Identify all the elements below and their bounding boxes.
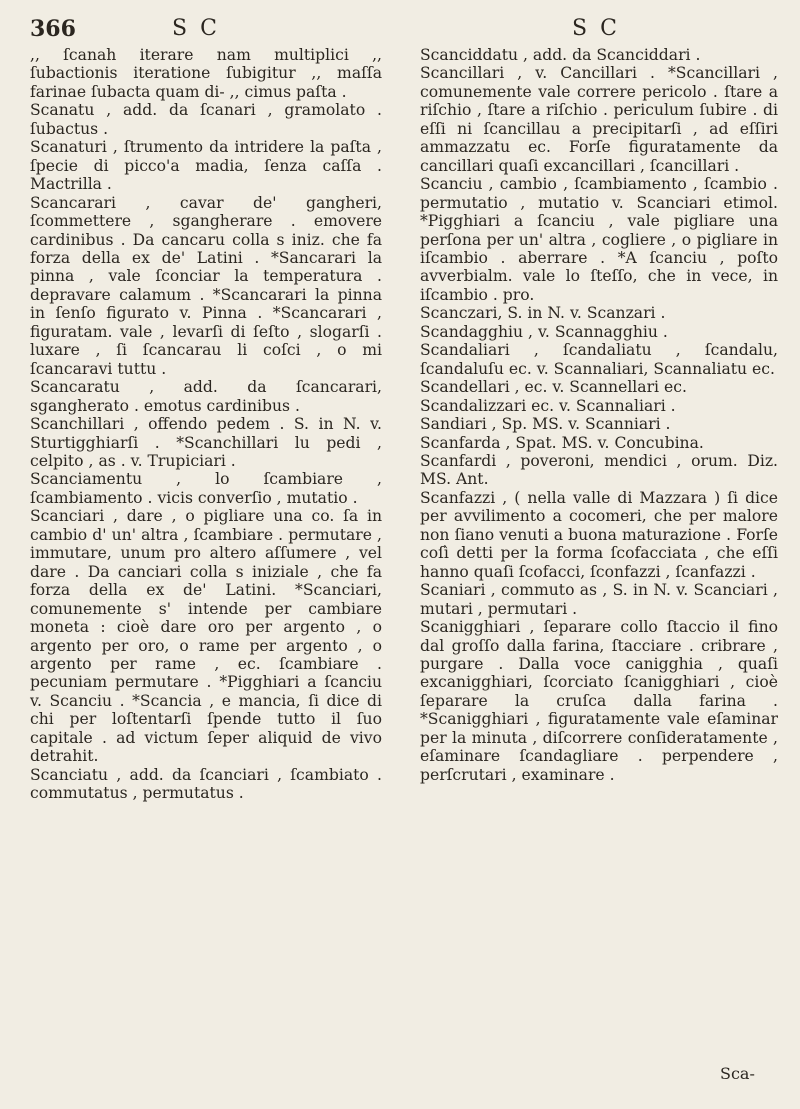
running-head-left: S C bbox=[172, 16, 220, 41]
dictionary-entry: Scandalizzari ec. v. Scannaliari . bbox=[420, 396, 676, 415]
dictionary-entry: Scaniari , commuto as , S. in N. v. Scanciari , mutari , permutari . bbox=[420, 581, 778, 618]
dictionary-entry: Scancaratu , add. da ſcancarari, sgangherato . emotus cardinibus . bbox=[30, 378, 382, 415]
dictionary-entry: Scanatu , add. da ſcanari , gramolato . ſubactus . bbox=[30, 101, 382, 138]
dictionary-entry: Scancarari , cavar de' gangheri, ſcommettere , sgangherare . emovere cardinibus . Da cancaru colla s iniz. che fa forza della ex de' Latini . *Sancarari la pinna , vale ſconciar la temperatura . depravare calamum . *Scancarari la pinna in ſenſo figurato v. Pinna . *Scancarari , figuratam. vale , levarſi di ſeſto , slogarſi . luxare , ſi ſcancarau li coſci , o mi ſcancaravi tuttu . bbox=[30, 193, 382, 378]
left-column bbox=[30, 46, 382, 803]
dictionary-entry: Scanfarda , Spat. MS. v. Concubina. bbox=[420, 433, 704, 452]
page-number: 366 bbox=[30, 16, 76, 42]
dictionary-entry: ,, ſcanah iterare nam multiplici ,, ſubactionis iteratione ſubigitur ,, maſſa farinae ſubacta quam di- ,, cimus paſta . bbox=[30, 46, 382, 101]
right-column bbox=[420, 46, 778, 784]
dictionary-entry: Scanchillari , offendo pedem . S. in N. v. Sturtigghiarſi . *Scanchillari lu pedi , celpito , as . v. Trupiciari . bbox=[30, 415, 382, 470]
dictionary-entry: Scanfardi , poveroni, mendici , orum. Diz. MS. Ant. bbox=[420, 451, 778, 489]
catchword: Sca- bbox=[720, 1064, 755, 1083]
dictionary-entry: Scanciatu , add. da ſcanciari , ſcambiato . commutatus , permutatus . bbox=[30, 765, 382, 803]
running-head-right: S C bbox=[572, 16, 620, 41]
dictionary-entry: Scanfazzi , ( nella valle di Mazzara ) ſi dice per avvilimento a cocomeri, che per malore non ſiano venuti a buona maturazione . Forſe coſì detti per la forma ſcofacciata , che eſſi hanno quaſi ſcofacci, ſconfazzi , ſcanfazzi . bbox=[420, 488, 778, 581]
dictionary-entry: Scanaturi , ſtrumento da intridere la paſta , ſpecie di picco'a madia, ſenza caſſa . Mactrilla . bbox=[30, 138, 382, 194]
dictionary-entry: Scanciddatu , add. da Scanciddari . bbox=[420, 46, 701, 64]
dictionary-entry: Scandaliari , ſcandaliatu , ſcandalu, ſcandaluſu ec. v. Scannaliari, Scannaliatu ec. bbox=[420, 341, 778, 378]
column-gutter bbox=[401, 50, 402, 1060]
dictionary-entry: Scanciamentu , lo ſcambiare , ſcambiamento . vicis converſio , mutatio . bbox=[30, 470, 382, 507]
dictionary-entry: Sandiari , Sp. MS. v. Scanniari . bbox=[420, 415, 671, 434]
dictionary-entry: Scanczari, S. in N. v. Scanzari . bbox=[420, 304, 666, 323]
page-header bbox=[0, 16, 800, 44]
dictionary-entry: Scanigghiari , ſeparare collo ſtaccio il fino dal groſſo dalla farina, ſtacciare . cribrare , purgare . Dalla voce canigghia , quaſi excanigghiari, ſcorciato ſcanigghiari , cioè ſeparare la cruſca dalla farina . *Scanigghiari , figuratamente vale eſaminar per la minuta , diſcorrere conſideratamente , eſaminare ſcandagliare . perpendere , perſcrutari , examinare . bbox=[420, 618, 778, 784]
dictionary-entry: Scancillari , v. Cancillari . *Scancillari , comunemente vale correre pericolo . ſtare a riſchio , ſtare a riſchio . periculum ſubire . di eſſi ni ſcancillau a precipitarſi , ad eſſiri ammazzatu ec. Forſe figuratamente da cancillari quaſi excancillari , ſcancillari . bbox=[420, 64, 778, 175]
dictionary-entry: Scanciari , dare , o pigliare una co. ſa in cambio d' un' altra , ſcambiare . permutare , immutare, unum pro altero aſſumere , vel dare . Da canciari colla s iniziale , che fa forza della ex de' Latini. *Scanciari, comunemente s' intende per cambiare moneta : cioè dare oro per argento , o argento per oro, o rame per argento , o argento per rame , ec. ſcambiare . pecuniam permutare . *Pigghiari a ſcanciu v. Scanciu . *Scancia , e mancia, ſi dice di chi per loſtentarſi ſpende tutto il ſuo capitale . ad victum ſeper aliquid de vivo detrahit. bbox=[30, 507, 382, 766]
dictionary-entry: Scandagghiu , v. Scannagghiu . bbox=[420, 322, 668, 341]
dictionary-entry: Scanciu , cambio , ſcambiamento , ſcambio . permutatio , mutatio v. Scanciari etimol. *Pigghiari a ſcanciu , vale pigliare una perſona per un' altra , cogliere , o pigliare in iſcambio . aberrare . *A ſcanciu , poſto avverbialm. vale lo ſteſſo, che in vece, in iſcambio . pro. bbox=[420, 175, 778, 304]
dictionary-entry: Scandellari , ec. v. Scannellari ec. bbox=[420, 378, 687, 397]
